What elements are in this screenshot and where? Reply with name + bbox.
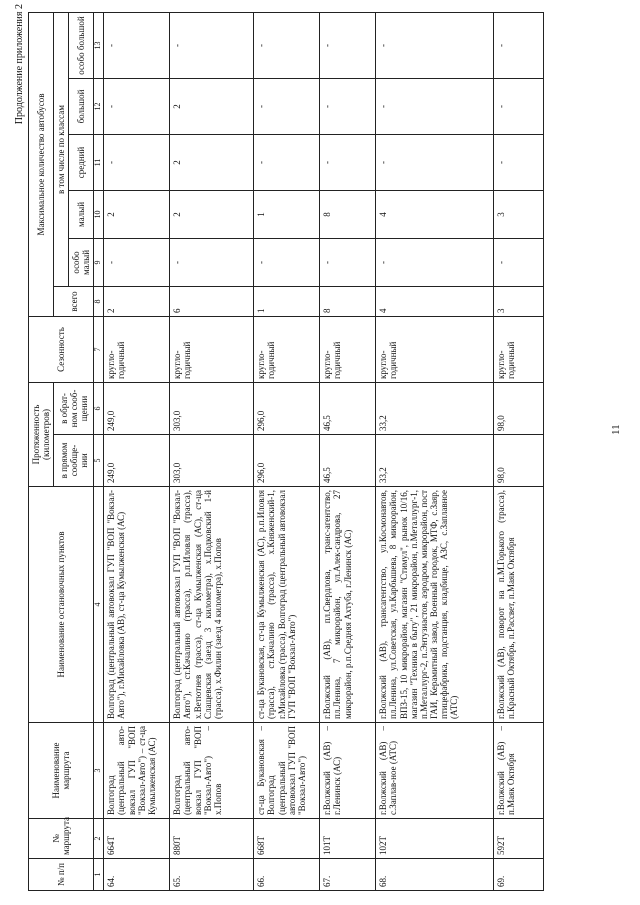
season: кругло-годичный bbox=[376, 317, 494, 383]
buses-small: 8 bbox=[320, 191, 376, 239]
column-number: 10 bbox=[94, 191, 104, 239]
length-back: 33,2 bbox=[376, 383, 494, 435]
table-row bbox=[254, 13, 320, 891]
routes-table bbox=[28, 12, 544, 891]
header-route-name: Наименование маршрута bbox=[29, 723, 94, 819]
length-back: 98,0 bbox=[494, 383, 544, 435]
header-small: малый bbox=[69, 191, 94, 239]
header-total: всего bbox=[54, 287, 94, 317]
buses-extra-large: - bbox=[320, 13, 376, 79]
route-stops: Волгоград (центральный автовокзал ГУП "ВОП "Вокзал-Авто"), ст.Качалино (трасса), р.п.Иловля (трасса), х.Ветютнев (трасса), ст-ца Кумылженская (АС), ст-ца Слащевская (заезд 3 километра), х.Подковский 1-й (трасса), х.Филин (заезд 4 километра), х.Попов bbox=[170, 487, 254, 723]
buses-extra-large: - bbox=[376, 13, 494, 79]
continuation-title: Продолжение приложения 2 bbox=[14, 4, 25, 125]
header-max-buses: Максимальное количество автобусов bbox=[29, 13, 54, 317]
table-header bbox=[29, 13, 104, 891]
buses-extra-small: - bbox=[494, 239, 544, 287]
header-num: № п/п bbox=[29, 859, 94, 891]
length-back: 296,0 bbox=[254, 383, 320, 435]
header-large: большой bbox=[69, 79, 94, 135]
route-number: 664Т bbox=[104, 819, 170, 859]
buses-small: 1 bbox=[254, 191, 320, 239]
column-number: 8 bbox=[94, 287, 104, 317]
buses-total: 2 bbox=[104, 287, 170, 317]
row-num: 69. bbox=[494, 859, 544, 891]
header-medium: средний bbox=[69, 135, 94, 191]
header-extra-small: особо малый bbox=[69, 239, 94, 287]
buses-extra-small: - bbox=[170, 239, 254, 287]
column-number: 2 bbox=[94, 819, 104, 859]
season: кругло-годичный bbox=[254, 317, 320, 383]
table-row bbox=[376, 13, 494, 891]
buses-total: 1 bbox=[254, 287, 320, 317]
buses-small: 4 bbox=[376, 191, 494, 239]
route-name: г.Волжский (АВ) – п.Маяк Октября bbox=[494, 723, 544, 819]
buses-large: - bbox=[494, 79, 544, 135]
buses-medium: - bbox=[494, 135, 544, 191]
route-number: 102Т bbox=[376, 819, 494, 859]
route-stops: Волгоград (центральный автовокзал ГУП "ВОП "Вокзал-Авто"), г.Михайловка (АВ), ст-ца Кумылженская (АС) bbox=[104, 487, 170, 723]
buses-small: 2 bbox=[170, 191, 254, 239]
column-number: 1 bbox=[94, 859, 104, 891]
route-stops: г.Волжский (АВ), трансагентство, ул.Космонавтов, пл.Ленина, ул.Советская, ул.Карбышева, 8 микрорайон, ВПЗ-15, 10 микрорайон, магазин "Стимул", рынок 10/16, магазин "Техника в быту", 21 микрорайон, п.Металлург-1, п.Металлург-2, п.Энтузиастов, аэродром, микрорайон, пост ГАИ, Керамитный завод, Военный городок, МТФ, с.Заяр, птицефабрика, подстанция, кладбище, АЗС, с.Заплавное (АТС) bbox=[376, 487, 494, 723]
column-number: 4 bbox=[94, 487, 104, 723]
length-back: 46,5 bbox=[320, 383, 376, 435]
buses-extra-small: - bbox=[104, 239, 170, 287]
row-num: 67. bbox=[320, 859, 376, 891]
season: кругло-годичный bbox=[320, 317, 376, 383]
buses-extra-small: - bbox=[320, 239, 376, 287]
season: кругло-годичный bbox=[104, 317, 170, 383]
column-number: 6 bbox=[94, 383, 104, 435]
table-row bbox=[104, 13, 170, 891]
header-route-number: № маршрута bbox=[29, 819, 94, 859]
route-name: г.Волжский (АВ) – с.Заплав-ное (АТС) bbox=[376, 723, 494, 819]
column-number: 11 bbox=[94, 135, 104, 191]
route-number: 101Т bbox=[320, 819, 376, 859]
table-row bbox=[320, 13, 376, 891]
buses-total: 6 bbox=[170, 287, 254, 317]
length-back: 249,0 bbox=[104, 383, 170, 435]
route-number: 880Т bbox=[170, 819, 254, 859]
buses-medium: - bbox=[254, 135, 320, 191]
buses-extra-large: - bbox=[170, 13, 254, 79]
column-number: 12 bbox=[94, 79, 104, 135]
route-stops: г.Волжский (АВ), поворот на п.М.Горького (трасса), п.Красный Октябрь, п.Рассвет, п.Маяк Октября bbox=[494, 487, 544, 723]
table-row bbox=[170, 13, 254, 891]
buses-medium: - bbox=[104, 135, 170, 191]
buses-medium: - bbox=[320, 135, 376, 191]
length-back: 303,0 bbox=[170, 383, 254, 435]
season: кругло-годичный bbox=[494, 317, 544, 383]
buses-large: - bbox=[320, 79, 376, 135]
route-name: г.Волжский (АВ) – г.Ленинск (АС) bbox=[320, 723, 376, 819]
buses-small: 2 bbox=[104, 191, 170, 239]
buses-medium: - bbox=[376, 135, 494, 191]
row-num: 68. bbox=[376, 859, 494, 891]
column-number: 7 bbox=[94, 317, 104, 383]
route-stops: г.Волжский (АВ), пл.Свердлова, транс-агентство, пл.Ленина, 7 микрорайон, ул.Алек-сандрова, 27 микрорайон, р.п.Средняя Ахтуба, г.Ленинск (АС) bbox=[320, 487, 376, 723]
buses-large: - bbox=[376, 79, 494, 135]
buses-large: - bbox=[104, 79, 170, 135]
buses-large: 2 bbox=[170, 79, 254, 135]
header-length-forward: в прямом сообще-нии bbox=[54, 435, 94, 487]
length-forward: 303,0 bbox=[170, 435, 254, 487]
buses-total: 3 bbox=[494, 287, 544, 317]
header-season: Сезонность bbox=[29, 317, 94, 383]
row-num: 66. bbox=[254, 859, 320, 891]
length-forward: 46,5 bbox=[320, 435, 376, 487]
length-forward: 33,2 bbox=[376, 435, 494, 487]
route-name: Волгоград (центральный авто-вокзал ГУП "ВОП "Вокзал-Авто") – ст-ца Кумылженская (АС) bbox=[104, 723, 170, 819]
header-length-back: в обрат-ном сооб-щении bbox=[54, 383, 94, 435]
column-number: 13 bbox=[94, 13, 104, 79]
table-row bbox=[494, 13, 544, 891]
route-number: 668Т bbox=[254, 819, 320, 859]
route-number: 592Т bbox=[494, 819, 544, 859]
column-number: 9 bbox=[94, 239, 104, 287]
route-name: Волгоград (центральный авто-вокзал ГУП "ВОП "Вокзал-Авто") – х.Попов bbox=[170, 723, 254, 819]
buses-large: - bbox=[254, 79, 320, 135]
row-num: 65. bbox=[170, 859, 254, 891]
buses-extra-large: - bbox=[254, 13, 320, 79]
header-stops: Наименование остановочных пунктов bbox=[29, 487, 94, 723]
buses-medium: 2 bbox=[170, 135, 254, 191]
route-stops: ст-ца Букановская, ст-ца Кумылженская (АС), р.п.Иловля (трасса), ст.Качалино (трасса), х.Княженский-1, г.Михайловка (трасса), Волгоград (центральный автовокзал ГУП "ВОП "Вокзал-Авто") bbox=[254, 487, 320, 723]
buses-total: 8 bbox=[320, 287, 376, 317]
row-num: 64. bbox=[104, 859, 170, 891]
buses-extra-small: - bbox=[254, 239, 320, 287]
buses-small: 3 bbox=[494, 191, 544, 239]
season: кругло-годичный bbox=[170, 317, 254, 383]
length-forward: 296,0 bbox=[254, 435, 320, 487]
header-extra-large: особо большой bbox=[69, 13, 94, 79]
page-number: 11 bbox=[610, 424, 622, 435]
header-length: Протяженность (километров) bbox=[29, 383, 54, 487]
route-name: ст-ца Букановская – Волгоград (центральный автовокзал ГУП "ВОП "Вокзал-Авто") bbox=[254, 723, 320, 819]
buses-extra-small: - bbox=[376, 239, 494, 287]
buses-extra-large: - bbox=[494, 13, 544, 79]
length-forward: 249,0 bbox=[104, 435, 170, 487]
column-number: 3 bbox=[94, 723, 104, 819]
buses-extra-large: - bbox=[104, 13, 170, 79]
header-by-class: в том числе по классам bbox=[54, 13, 69, 287]
length-forward: 98,0 bbox=[494, 435, 544, 487]
column-number: 5 bbox=[94, 435, 104, 487]
buses-total: 4 bbox=[376, 287, 494, 317]
table-body bbox=[104, 13, 544, 891]
column-number-row bbox=[94, 13, 104, 891]
